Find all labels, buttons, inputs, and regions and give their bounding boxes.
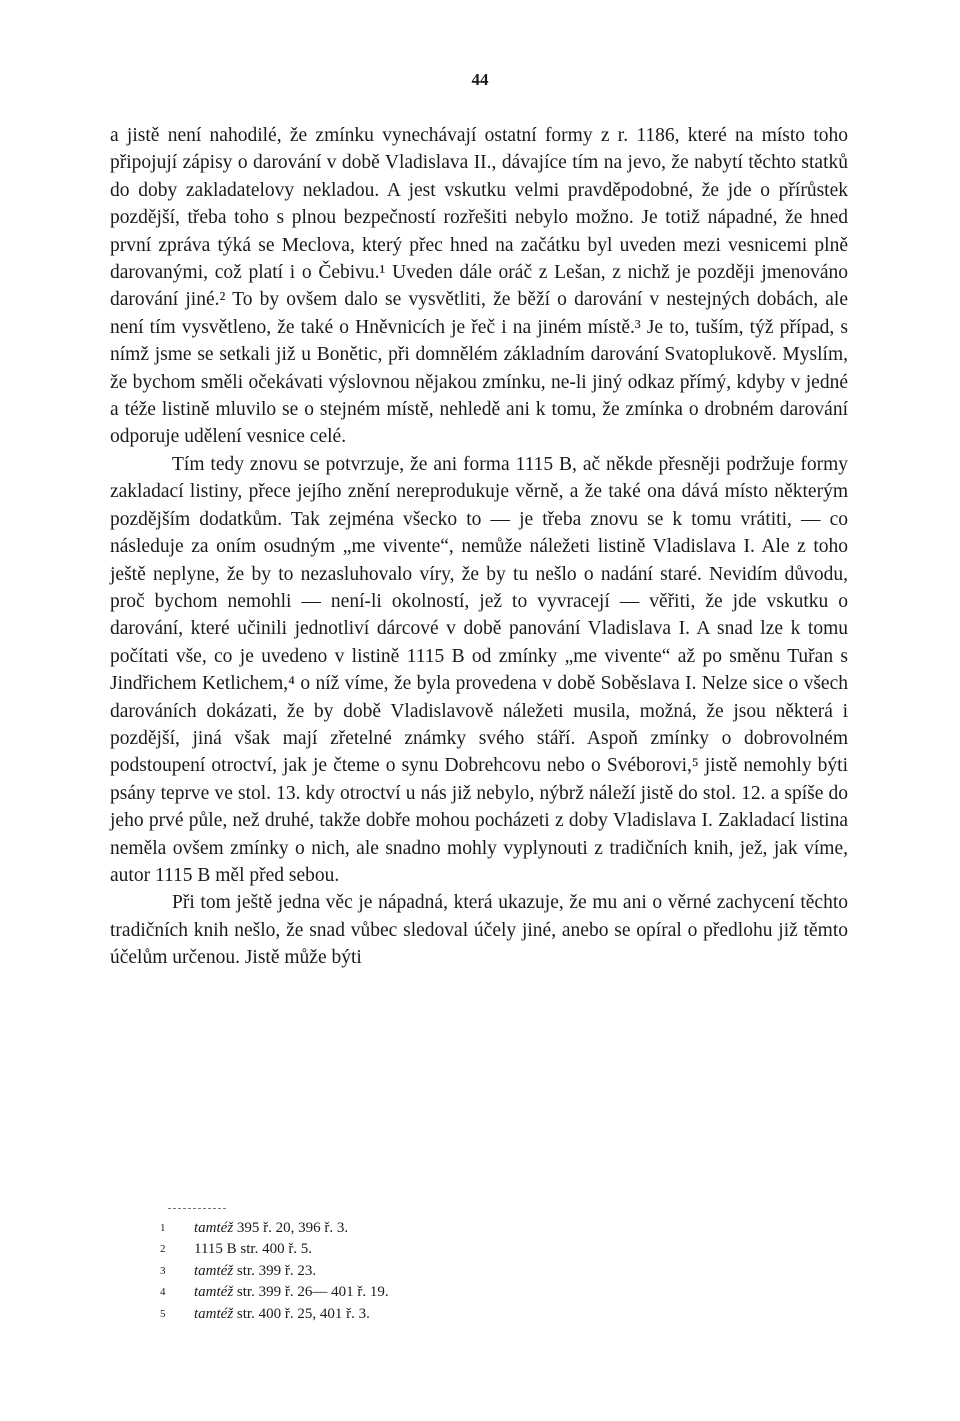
footnote-work: tamtéž [194,1220,234,1236]
footnote-number: 3 [160,1264,166,1277]
paragraph-3: Při tom ještě jedna věc je nápadná, která ukazuje, že mu ani o věrné zachycení těchto tradičních knih nešlo, že snad vůbec sledoval účely jiné, anebo se opíral o předlohu již těmto účelům určenou. Jistě může býti [110,892,848,969]
paragraph-1: a jistě není nahodilé, že zmínku vynechávají ostatní formy z r. 1186, které na místo toho připojují zápisy o darování v době Vladislava II., dávajíce tím na jevo, že nabytí těchto statků do doby zakladatelovy nekladou. A jest vskutku velmi pravděpodobné, že jde o přírůstek pozdější, třeba toho s plnou bezpečností rozřešiti nebylo možno. Je totiž nápadné, že hned první zpráva týká se Meclova, který přec hned na začátku byl uveden mezi vesnicemi plně darovanými, což platí i o Čebivu.¹ Uveden dále oráč z Lešan, z nichž je později jmenováno darování jiné.² To by ovšem dalo se vysvětliti, že běží o darování v nestejných dobách, ale není tím vysvětleno, že také o Hněvnicích je řeč i na jiném místě.³ Je to, tuším, týž případ, s nímž jsme se setkali již u Bonětic, při domnělém základním darování Svatoplukově. Myslím, že bychom směli očekávati výslovnou nějakou zmínku, ne-li jiný odkaz přímý, kdyby v jedné a téže listině mluvilo se o stejném místě, nehledě ani k tomu, že zmínka o drobném darování odporuje udělení vesnice celé. [110,125,848,448]
footnote-work: tamtéž [194,1284,234,1301]
footnote-4 [160,1282,660,1303]
footnote-1 [160,1218,660,1239]
footnote-work: tamtéž [194,1305,234,1322]
paragraph-2: Tím tedy znovu se potvrzuje, že ani forma 1115 B, ač někde přesněji podržuje formy zakladací listiny, přece jejího znění nereprodukuje věrně, a že také ona dává místo některým pozdějším dodatkům. Tak zejména všecko to — je třeba znovu se k tomu vrátiti, — co následuje za oním osudným „me vivente“, nemůže náležeti listině Vladislava I. Ale z toho ještě neplyne, že by to nezasluhovalo víry, že by tu nešlo o nadání staré. Nevidím důvodu, proč bychom nemohli — není-li okolností, jež to vyvracejí — věřiti, že jde vskutku o darování, které učinili jednotliví dárcové v době panování Vladislava I. A snad lze k tomu počítati vše, co je uvedeno v listině 1115 B od zmínky „me vivente“ až po směnu Tuřan s Jindřichem Ketlichem,⁴ o níž víme, že byla provedena v době Soběslava I. Nelze sice o všech darováních dokázati, že by době Vladislavově náležeti musila, možná, že jsou některá i pozdější, jiná však mají zřetelné známky svého stáří. Aspoň zmínky o dobrovolném podstoupení otroctví, jak je čteme o synu Dobrehcovu nebo o Svéborovi,⁵ jistě nemohly býti psány teprve ve stol. 13. kdy otroctví u nás již nebylo, nýbrž náleží jistě do stol. 12. a spíše do jeho prvé půle, než druhé, takže dobře mohou pocházeti z doby Vladislava I. Zakladací listina neměla ovšem zmínky o nich, ale snadno mohly vyplynouti z tradičních knih, jež, jak víme, autor 1115 B měl před sebou. [110,453,848,886]
footnote-number: 5 [160,1307,166,1320]
footnote-reference: 395 ř. 20, 396 ř. 3. [236,1220,349,1236]
footnote-number: 4 [160,1286,166,1299]
footnote-number: 2 [160,1243,166,1256]
footnote-reference: str. 399 ř. 26— 401 ř. 19. [236,1284,389,1301]
footnote-number: 1 [160,1222,166,1234]
footnote-separator [168,1208,226,1209]
footnote-reference: str. 399 ř. 23. [236,1262,317,1279]
footnote-reference: 1115 B str. 400 ř. 5. [194,1241,313,1258]
body-text [110,122,848,972]
page-number: 44 [471,70,489,89]
footnote-3 [160,1261,660,1282]
footnote-work: tamtéž [194,1262,234,1279]
footnote-5 [160,1304,660,1325]
footnotes [160,1218,660,1325]
footnote-2 [160,1239,660,1260]
footnote-reference: str. 400 ř. 25, 401 ř. 3. [236,1305,370,1322]
